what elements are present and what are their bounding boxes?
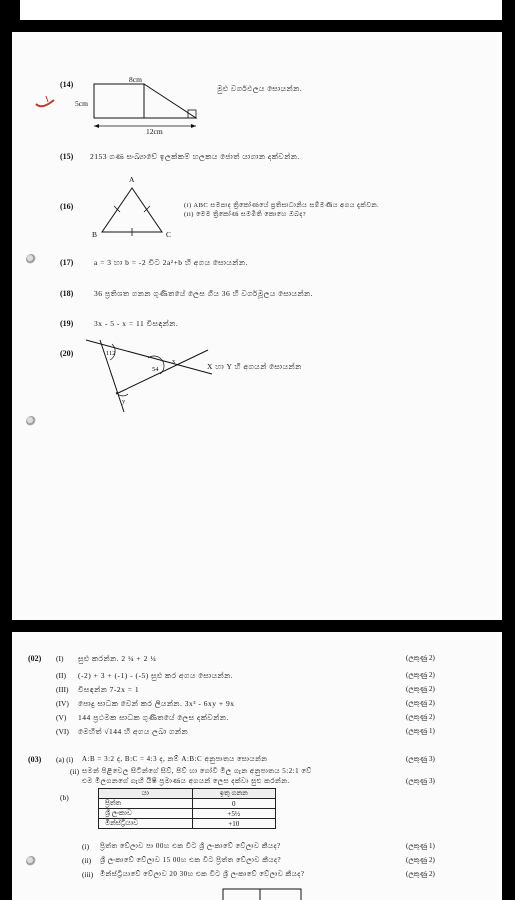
question-19-number: (19) <box>60 319 74 328</box>
q03-part-a-ii-label: (ii) <box>70 767 80 776</box>
angle-x-label: x <box>172 358 176 365</box>
q02-item-3-marks: (ලකුණු 2) <box>406 685 435 693</box>
vertex-a-label: A <box>129 175 135 184</box>
question-16-number: (16) <box>60 202 74 211</box>
q02-item-2-number: (II) <box>56 671 66 680</box>
q02-item-6-marks: (ලකුණු 1) <box>406 727 435 735</box>
exam-page-1 <box>12 32 502 620</box>
q02-item-5-text: 144 ප්‍රථමක සාධක ගුණිතයේ ලෙස දක්වන්න. <box>78 713 229 722</box>
table-cell: ශ්‍රී ලංකාව <box>99 809 193 819</box>
next-figure-edge <box>222 888 302 900</box>
q02-item-6-text: මෙහිත් √144 හි අගය ලබා ගන්න <box>78 727 189 736</box>
q03-b-item-2-number: (ii) <box>82 856 92 865</box>
q20-instruction: X හා Y හි අගයන් සොයන්න <box>207 362 302 371</box>
q14-instruction: මුළු වර්ගඵලය සොයන්න. <box>217 84 303 93</box>
table-row <box>99 799 276 809</box>
q18-text: 36 ප්‍රතිශත ගනන ගුණිතයේ ලෙස ගිය 36 හි වර්ගමූලය සොයන්න. <box>94 289 313 298</box>
q02-item-1-number: (I) <box>56 654 64 663</box>
angle-54-label: 54 <box>152 366 159 373</box>
exam-page-2 <box>12 632 502 900</box>
q03-b-item-1-text: ප්‍රිත්ත වේලාව පා 00හ එක විට ශ්‍රී ලංකාවේ වේලාව කීයද? <box>100 842 281 850</box>
q03-b-item-2-marks: (ලකුණු 2) <box>406 856 435 864</box>
previous-page-edge <box>20 0 502 20</box>
q02-item-4-marks: (ලකුණු 2) <box>406 699 435 707</box>
table-cell: +5½ <box>192 809 275 819</box>
vertex-b-label: B <box>92 230 98 239</box>
q02-item-2-marks: (ලකුණු 2) <box>406 671 435 679</box>
table-header-cell: යා <box>99 789 193 799</box>
q03-b-item-3-number: (iii) <box>82 870 94 879</box>
q02-item-1-marks: (ලකුණු 2) <box>406 654 435 662</box>
angle-y-label: y <box>122 398 126 405</box>
q14-left-dimension: 5cm <box>75 99 88 108</box>
q17-expression: a = 3 හා b = -2 විට 2a²+b හි අගය සොයන්න. <box>94 258 248 267</box>
vertex-c-label: C <box>166 230 172 239</box>
question-17-number: (17) <box>60 258 74 267</box>
punch-hole-icon <box>26 254 36 264</box>
q02-item-3-number: (III) <box>56 685 69 694</box>
table-row <box>99 819 276 829</box>
q03-b-item-3-text: මින්ස්ට්‍රියාවේ වේලාව 20 30හ එක විට ශ්‍රී ලංකාවේ වේලාව කීයද? <box>100 870 305 878</box>
question-03-number: (03) <box>28 755 42 764</box>
table-cell: +10 <box>192 819 275 829</box>
q03-part-b-label: (b) <box>60 793 69 802</box>
q14-top-dimension: 8cm <box>129 75 142 84</box>
table-row <box>99 809 276 819</box>
q03-part-a-i-text: A:B = 3:2 ද, B:C = 4:3 ද, නම් A:B:C අනුපාතය සොයන්න <box>82 755 268 763</box>
q16-part-i: (i) ABC සමපාද ත්‍රිකෝණයේ ප්‍රතිසාධානිය සම්මණිය අගය දැක්වන. <box>184 202 380 209</box>
table-header-cell: ඉතු ගනන <box>192 789 275 799</box>
q02-item-5-number: (V) <box>56 713 67 722</box>
angles-figure <box>84 334 214 414</box>
q02-item-4-text: පොදු සාධක වෙන් කර ලියන්න. 3x³ - 6xy + 9x <box>78 699 235 708</box>
q03-part-a-i-marks: (ලකුණු 3) <box>406 755 435 763</box>
table-cell: 0 <box>192 799 275 809</box>
q03-part-a-ii-text: සමන් පිළිවෙල සිටින්ගේ සිව්, පිව් හා ගෝවි මිල ගැන අනුපාතය 5:2:1 වේ <box>82 767 312 775</box>
q03-b-item-3-marks: (ලකුණු 2) <box>406 870 435 878</box>
time-zone-table <box>98 788 276 829</box>
q03-part-a-ii-marks: (ලකුණු 3) <box>406 777 435 785</box>
question-15-number: (15) <box>60 152 74 161</box>
table-cell: ප්‍රිත්ත <box>99 799 193 809</box>
q02-item-2-text: (-2) + 3 + (-1) - (-5) සුළු කර අගය සොයන්න. <box>78 671 234 680</box>
q03-part-a-label: (a) (i) <box>56 755 74 764</box>
question-14-number: (14) <box>60 80 74 89</box>
table-cell: මින්ස්ට්‍රියාව <box>99 819 193 829</box>
pen-mark-icon <box>34 94 56 112</box>
q02-item-4-number: (IV) <box>56 699 69 708</box>
q02-item-5-marks: (ලකුණු 2) <box>406 713 435 721</box>
punch-hole-icon <box>26 416 36 426</box>
q02-item-1-text: සුළු කරන්න. 2 ¼ + 2 ¼ <box>78 654 157 663</box>
q14-bottom-dimension: 12cm <box>146 127 163 136</box>
q02-item-6-number: (VI) <box>56 727 69 736</box>
q02-item-3-text: විසඳන්න 7-2x = 1 <box>78 685 140 694</box>
q03-b-item-2-text: ශ්‍රී ලංකාවේ වේලාව 15 00හ එක විට ප්‍රිත්ත වේලාව කීයද? <box>100 856 282 864</box>
q03-b-item-1-marks: (ලකුණු 1) <box>406 842 435 850</box>
question-20-number: (20) <box>60 349 74 358</box>
question-18-number: (18) <box>60 289 74 298</box>
q19-expression: 3x - 5 - x = 11 විසඳන්න. <box>94 319 179 328</box>
angle-112-label: 112 <box>106 350 116 357</box>
punch-hole-icon <box>26 856 36 866</box>
q16-part-ii: (ii) මෙම ත්‍රිකෝණ සමමිති කොහෙ ඔබද? <box>184 211 307 218</box>
question-02-number: (02) <box>28 654 42 663</box>
q03-b-item-1-number: (i) <box>82 842 90 851</box>
table-header-row <box>99 789 276 799</box>
q03-part-a-ii-continuation: එම මිලගනගේ ගැහී යිෂී ප්‍රමාණය අගයන් ලෙස දක්වා සුළු කරන්න. <box>82 777 290 785</box>
q15-text: 2153 ගණ සංඛ්‍යාවේ ඉලක්කම් හලකය ජොත් යාගාන දක්වන්න. <box>90 152 300 161</box>
